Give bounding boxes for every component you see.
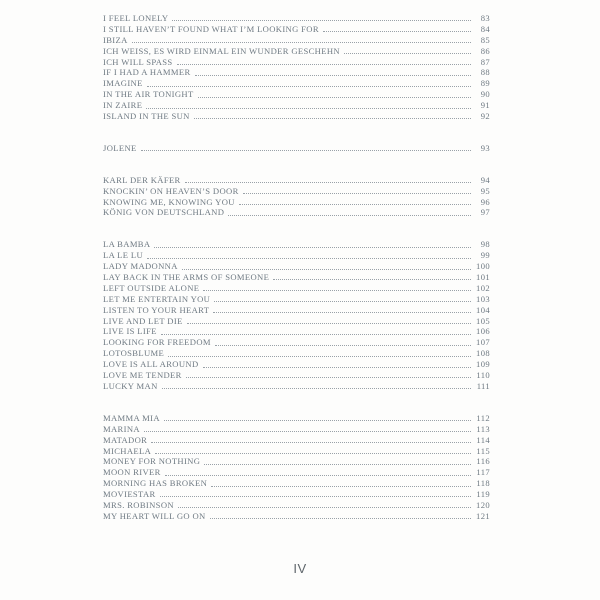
dotted-leader (323, 31, 471, 32)
toc-entry-title: ISLAND IN THE SUN (103, 111, 190, 122)
toc-entry-page-number: 87 (480, 56, 490, 67)
toc-section-l (103, 239, 490, 391)
toc-entry-title: IN ZAIRE (103, 100, 143, 111)
toc-entry-title: LIVE IS LIFE (103, 326, 157, 337)
toc-entry (103, 100, 490, 111)
dotted-leader (144, 431, 471, 432)
toc-entry-title: MAMMA MIA (103, 412, 160, 423)
toc-entry-title: JOLENE (103, 142, 137, 153)
dotted-leader (213, 312, 471, 313)
dotted-leader (155, 453, 471, 454)
toc-entry-title: MOON RIVER (103, 467, 161, 478)
dotted-leader (186, 377, 471, 378)
toc-entry-title: MOVIESTAR (103, 489, 156, 500)
toc-entry-page-number: 94 (480, 174, 490, 185)
toc-entry-title: LOOKING FOR FREEDOM (103, 337, 211, 348)
dotted-leader (195, 75, 471, 76)
toc-entry (103, 283, 490, 294)
toc-entry-page-number: 86 (480, 45, 490, 56)
toc-entry-title: LISTEN TO YOUR HEART (103, 304, 210, 315)
toc-entry (103, 35, 490, 46)
toc-entry (103, 13, 490, 24)
dotted-leader (203, 367, 472, 368)
toc-entry-page-number: 120 (476, 499, 490, 510)
toc-entry-page-number: 104 (476, 304, 490, 315)
toc-entry-title: MRS. ROBINSON (103, 499, 174, 510)
dotted-leader (162, 388, 471, 389)
toc-entry-page-number: 114 (476, 434, 490, 445)
toc-entry (103, 348, 490, 359)
toc-entry-title: I STILL HAVEN’T FOUND WHAT I’M LOOKING FOR (103, 23, 319, 34)
toc-entry (103, 467, 490, 478)
dotted-leader (194, 118, 471, 119)
dotted-leader (151, 442, 471, 443)
toc-entry (103, 175, 490, 186)
dotted-leader (132, 42, 471, 43)
toc-entry-page-number: 98 (480, 239, 490, 250)
toc-entry-title: LOTOSBLUME (103, 348, 165, 359)
toc-entry-title: KÖNIG VON DEUTSCHLAND (103, 207, 225, 218)
toc-entry-page-number: 110 (476, 370, 490, 381)
dotted-leader (187, 323, 471, 324)
dotted-leader (178, 507, 471, 508)
toc-entry-page-number: 116 (476, 456, 490, 467)
toc-entry (103, 207, 490, 218)
dotted-leader (168, 356, 471, 357)
toc-entry-page-number: 121 (476, 510, 490, 521)
toc-entry-page-number: 108 (476, 348, 490, 359)
toc-entry-page-number: 83 (480, 13, 490, 23)
toc-entry (103, 370, 490, 381)
toc-entry (103, 337, 490, 348)
toc-entry-page-number: 101 (476, 272, 490, 283)
toc-entry-page-number: 93 (480, 142, 490, 153)
dotted-leader (147, 258, 471, 259)
toc-section-i (103, 13, 490, 122)
dotted-leader (344, 53, 471, 54)
toc-entry (103, 261, 490, 272)
toc-entry (103, 478, 490, 489)
toc-entry (103, 197, 490, 208)
toc-entry (103, 456, 490, 467)
toc-entry-page-number: 117 (476, 467, 490, 478)
toc-entry-title: LAY BACK IN THE ARMS OF SOMEONE (103, 272, 270, 283)
dotted-leader (211, 486, 471, 487)
dotted-leader (160, 496, 471, 497)
toc-entry-page-number: 92 (480, 111, 490, 122)
toc-entry-title: ICH WEISS, ES WIRD EINMAL EIN WUNDER GESCHEHN (103, 45, 340, 56)
toc-entry-title: LIVE AND LET DIE (103, 315, 183, 326)
toc-entry-page-number: 90 (480, 89, 490, 100)
toc-entry (103, 239, 490, 250)
toc-entry-title: LADY MADONNA (103, 261, 178, 272)
toc-entry-page-number: 99 (480, 250, 490, 261)
toc-entry-page-number: 112 (476, 412, 490, 423)
toc-entry-page-number: 91 (480, 100, 490, 111)
dotted-leader (154, 247, 471, 248)
toc-entry-page-number: 106 (476, 326, 490, 337)
dotted-leader (161, 334, 471, 335)
dotted-leader (273, 279, 471, 280)
toc-entry-title: I FEEL LONELY (103, 13, 169, 23)
toc-entry-page-number: 102 (476, 282, 490, 293)
toc-entry-page-number: 115 (476, 445, 490, 456)
toc-entry-title: MICHAELA (103, 445, 152, 456)
dotted-leader (147, 86, 471, 87)
dotted-leader (141, 150, 471, 151)
dotted-leader (165, 475, 471, 476)
toc-entry (103, 446, 490, 457)
dotted-leader (215, 345, 471, 346)
toc-entry-page-number: 100 (476, 261, 490, 272)
toc-entry-page-number: 111 (476, 380, 490, 391)
toc-entry-title: KARL DER KÄFER (103, 174, 181, 185)
toc-entry-title: MONEY FOR NOTHING (103, 456, 201, 467)
toc-entry-title: LUCKY MAN (103, 380, 158, 391)
table-of-contents (103, 13, 490, 522)
toc-entry (103, 424, 490, 435)
toc-entry-title: MARINA (103, 423, 140, 434)
toc-section-m (103, 413, 490, 522)
toc-entry-page-number: 89 (480, 78, 490, 89)
toc-entry-page-number: 105 (476, 315, 490, 326)
toc-entry-title: KNOWING ME, KNOWING YOU (103, 196, 235, 207)
dotted-leader (182, 269, 471, 270)
toc-entry (103, 326, 490, 337)
dotted-leader (198, 97, 471, 98)
toc-entry-page-number: 85 (480, 34, 490, 45)
toc-section-j (103, 143, 490, 154)
toc-entry-page-number: 84 (480, 23, 490, 34)
toc-entry-title: LA BAMBA (103, 239, 151, 250)
toc-entry-title: LOVE ME TENDER (103, 370, 182, 381)
toc-entry-page-number: 97 (480, 207, 490, 218)
toc-entry (103, 316, 490, 327)
toc-entry-page-number: 96 (480, 196, 490, 207)
dotted-leader (185, 182, 471, 183)
toc-entry (103, 511, 490, 522)
dotted-leader (177, 64, 471, 65)
toc-entry (103, 250, 490, 261)
toc-entry (103, 111, 490, 122)
dotted-leader (172, 20, 471, 21)
toc-entry-title: MY HEART WILL GO ON (103, 510, 206, 521)
footer-page-number: IV (293, 561, 307, 576)
toc-entry (103, 46, 490, 57)
toc-section-k (103, 175, 490, 219)
toc-entry-title: LEFT OUTSIDE ALONE (103, 282, 200, 293)
toc-entry-page-number: 118 (476, 478, 490, 489)
toc-entry (103, 305, 490, 316)
toc-entry (103, 272, 490, 283)
toc-entry-page-number: 107 (476, 337, 490, 348)
toc-entry (103, 24, 490, 35)
toc-entry-title: MORNING HAS BROKEN (103, 478, 208, 489)
dotted-leader (203, 290, 471, 291)
toc-entry-page-number: 119 (476, 489, 490, 500)
toc-entry-title: MATADOR (103, 434, 148, 445)
toc-entry-title: LOVE IS ALL AROUND (103, 359, 199, 370)
toc-entry (103, 413, 490, 424)
toc-entry (103, 89, 490, 100)
toc-entry (103, 500, 490, 511)
toc-entry-title: IF I HAD A HAMMER (103, 67, 191, 78)
toc-entry (103, 67, 490, 78)
toc-entry (103, 186, 490, 197)
toc-entry-page-number: 95 (480, 185, 490, 196)
toc-entry-title: KNOCKIN’ ON HEAVEN’S DOOR (103, 185, 239, 196)
toc-entry-page-number: 103 (476, 293, 490, 304)
dotted-leader (214, 301, 471, 302)
toc-entry-title: IMAGINE (103, 78, 143, 89)
dotted-leader (164, 420, 471, 421)
dotted-leader (239, 204, 471, 205)
toc-entry-title: LET ME ENTERTAIN YOU (103, 293, 211, 304)
toc-entry (103, 489, 490, 500)
toc-entry-page-number: 88 (480, 67, 490, 78)
toc-entry-page-number: 113 (476, 423, 490, 434)
toc-entry-page-number: 109 (476, 359, 490, 370)
dotted-leader (243, 193, 471, 194)
dotted-leader (210, 518, 471, 519)
toc-entry (103, 359, 490, 370)
dotted-leader (146, 108, 471, 109)
toc-entry (103, 381, 490, 392)
toc-entry (103, 294, 490, 305)
toc-entry-title: IBIZA (103, 34, 128, 45)
toc-entry (103, 435, 490, 446)
toc-entry (103, 78, 490, 89)
dotted-leader (204, 464, 471, 465)
toc-entry-title: ICH WILL SPASS (103, 56, 173, 67)
toc-entry-title: LA LE LU (103, 250, 144, 261)
dotted-leader (228, 215, 471, 216)
toc-entry (103, 57, 490, 68)
toc-entry (103, 143, 490, 154)
toc-entry-title: IN THE AIR TONIGHT (103, 89, 194, 100)
